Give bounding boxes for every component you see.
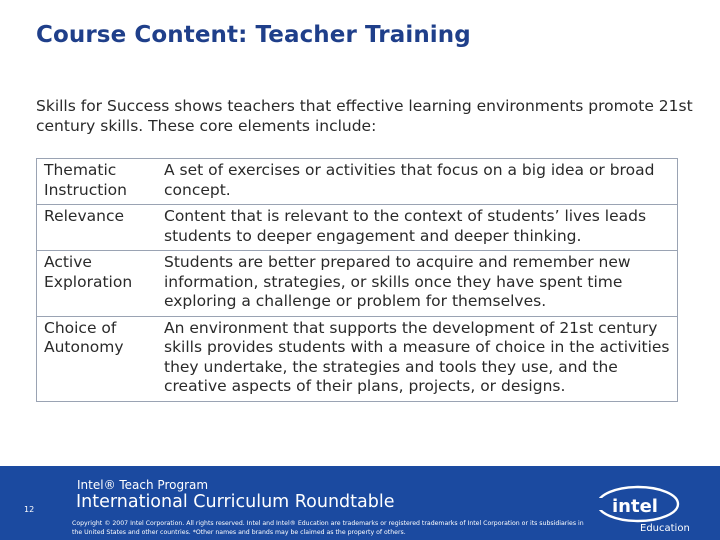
intel-logo-sub: Education <box>640 523 690 534</box>
core-elements-table <box>36 158 678 402</box>
intel-education-logo <box>592 484 692 536</box>
page-number: 12 <box>24 505 35 514</box>
row-description: Content that is relevant to the context of students’ lives leads students to deeper engagement and deeper thinking. <box>164 207 647 245</box>
row-description: Students are better prepared to acquire and remember new information, strategies, or skills once they have spent time exploring a challenge or problem for themselves. <box>164 253 631 310</box>
row-description: An environment that supports the development of 21st century skills provides students with a measure of choice in the activities they undertake, the strategies and tools they use, and the creative aspects of their plans, projects, or designs. <box>164 318 670 395</box>
row-term: Relevance <box>44 207 125 225</box>
page-title: Course Content: Teacher Training <box>36 22 471 48</box>
table-row <box>37 205 678 251</box>
row-description: A set of exercises or activities that focus on a big idea or broad concept. <box>164 161 655 199</box>
footer-title: International Curriculum Roundtable <box>76 492 395 512</box>
table-row <box>37 251 678 317</box>
intro-paragraph: Skills for Success shows teachers that effective learning environments promote 21st century skills. These core elements include: <box>36 97 693 135</box>
row-term: Thematic Instruction <box>44 161 127 199</box>
row-term: Active Exploration <box>44 253 133 291</box>
table-row <box>37 159 678 205</box>
program-name: Intel® Teach Program <box>77 478 209 492</box>
intel-logo-word: intel <box>612 496 658 517</box>
copyright-notice: Copyright © 2007 Intel Corporation. All rights reserved. Intel and Intel® Education are trademarks or registered trademarks of Intel Corporation or its subsidiaries in the United States and other countries. *Other names and brands may be claimed as the property of others. <box>72 520 584 536</box>
row-term: Choice of Autonomy <box>44 318 124 356</box>
table-row <box>37 316 678 401</box>
